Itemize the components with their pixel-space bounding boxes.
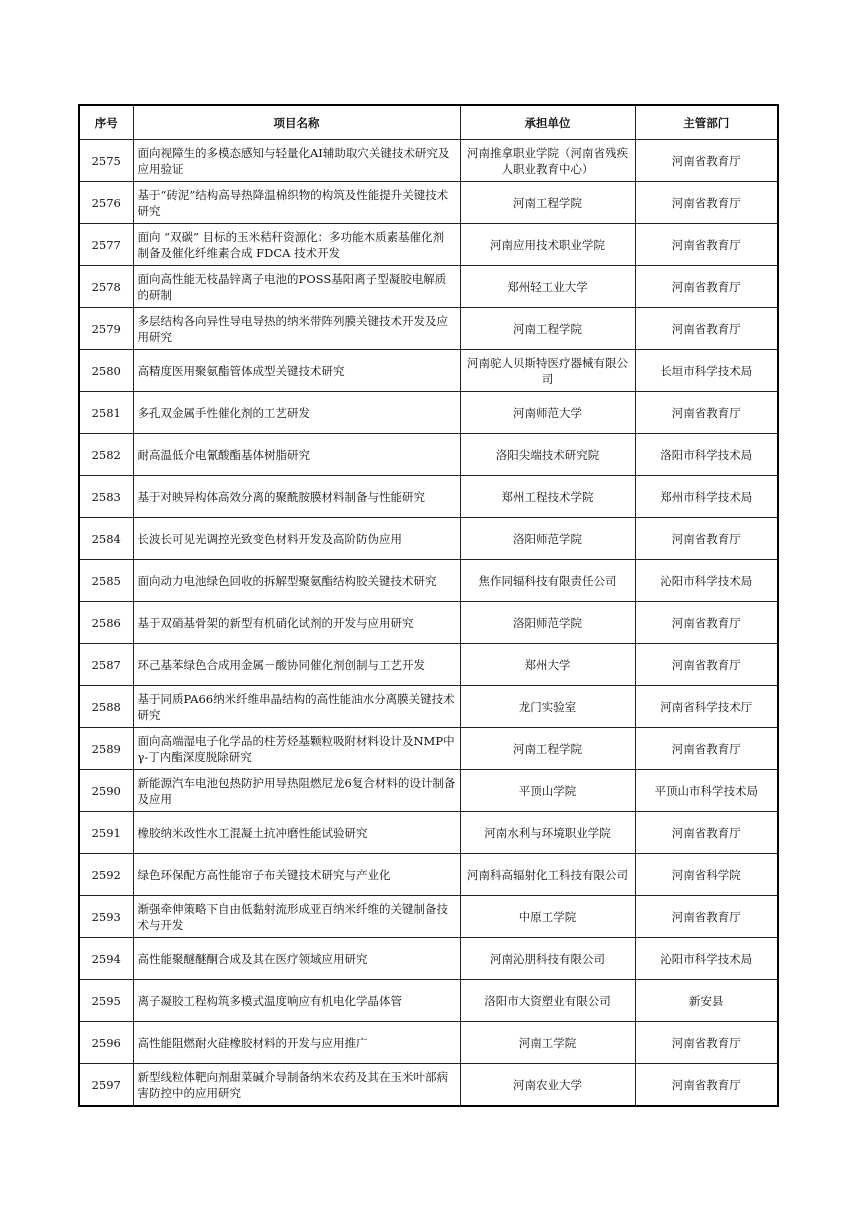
table-row bbox=[79, 644, 778, 686]
row-project-name: 面向高性能无枝晶锌离子电池的POSS基阳离子型凝胶电解质的研制 bbox=[133, 266, 460, 308]
row-department: 河南省教育厅 bbox=[635, 518, 778, 560]
row-unit: 洛阳师范学院 bbox=[460, 602, 635, 644]
header-unit: 承担单位 bbox=[460, 105, 635, 140]
row-unit: 河南推拿职业学院（河南省残疾人职业教育中心） bbox=[460, 140, 635, 182]
table-header-row bbox=[79, 105, 778, 140]
row-index: 2591 bbox=[79, 812, 133, 854]
row-index: 2583 bbox=[79, 476, 133, 518]
table-row bbox=[79, 560, 778, 602]
table-body bbox=[79, 140, 778, 1107]
row-project-name: 橡胶纳米改性水工混凝土抗冲磨性能试验研究 bbox=[133, 812, 460, 854]
row-department: 河南省教育厅 bbox=[635, 1022, 778, 1064]
row-index: 2576 bbox=[79, 182, 133, 224]
table-row bbox=[79, 518, 778, 560]
row-index: 2586 bbox=[79, 602, 133, 644]
table-row bbox=[79, 182, 778, 224]
table-row bbox=[79, 224, 778, 266]
row-department: 河南省科学院 bbox=[635, 854, 778, 896]
row-unit: 河南工程学院 bbox=[460, 728, 635, 770]
row-index: 2579 bbox=[79, 308, 133, 350]
row-index: 2578 bbox=[79, 266, 133, 308]
table-row bbox=[79, 938, 778, 980]
row-index: 2585 bbox=[79, 560, 133, 602]
row-unit: 中原工学院 bbox=[460, 896, 635, 938]
row-unit: 河南应用技术职业学院 bbox=[460, 224, 635, 266]
row-index: 2580 bbox=[79, 350, 133, 392]
row-department: 河南省教育厅 bbox=[635, 812, 778, 854]
table-row bbox=[79, 728, 778, 770]
row-unit: 龙门实验室 bbox=[460, 686, 635, 728]
row-department: 河南省教育厅 bbox=[635, 266, 778, 308]
row-unit: 河南工学院 bbox=[460, 1022, 635, 1064]
table-row bbox=[79, 266, 778, 308]
row-project-name: 基于对映异构体高效分离的聚酰胺膜材料制备与性能研究 bbox=[133, 476, 460, 518]
table-row bbox=[79, 476, 778, 518]
row-department: 新安县 bbox=[635, 980, 778, 1022]
row-department: 河南省教育厅 bbox=[635, 896, 778, 938]
row-department: 河南省教育厅 bbox=[635, 602, 778, 644]
row-index: 2592 bbox=[79, 854, 133, 896]
row-unit: 河南沁朋科技有限公司 bbox=[460, 938, 635, 980]
row-index: 2596 bbox=[79, 1022, 133, 1064]
table-row bbox=[79, 602, 778, 644]
row-department: 河南省教育厅 bbox=[635, 644, 778, 686]
header-department: 主管部门 bbox=[635, 105, 778, 140]
row-index: 2594 bbox=[79, 938, 133, 980]
row-unit: 河南工程学院 bbox=[460, 182, 635, 224]
row-department: 洛阳市科学技术局 bbox=[635, 434, 778, 476]
row-project-name: 新型线粒体靶向剂甜菜碱介导制备纳米农药及其在玉米叶部病害防控中的应用研究 bbox=[133, 1064, 460, 1107]
row-index: 2587 bbox=[79, 644, 133, 686]
row-department: 河南省教育厅 bbox=[635, 728, 778, 770]
row-index: 2597 bbox=[79, 1064, 133, 1107]
row-unit: 洛阳市大资塑业有限公司 bbox=[460, 980, 635, 1022]
row-unit: 河南水利与环境职业学院 bbox=[460, 812, 635, 854]
row-department: 长垣市科学技术局 bbox=[635, 350, 778, 392]
row-unit: 河南农业大学 bbox=[460, 1064, 635, 1107]
table-row bbox=[79, 1064, 778, 1107]
row-project-name: 渐强牵伸策略下自由低黏射流形成亚百纳米纤维的关键制备技术与开发 bbox=[133, 896, 460, 938]
row-unit: 河南科高辐射化工科技有限公司 bbox=[460, 854, 635, 896]
table-row bbox=[79, 308, 778, 350]
row-project-name: 高性能聚醚醚酮合成及其在医疗领域应用研究 bbox=[133, 938, 460, 980]
row-project-name: 基于同质PA66纳米纤维串晶结构的高性能油水分离膜关键技术研究 bbox=[133, 686, 460, 728]
row-department: 河南省教育厅 bbox=[635, 182, 778, 224]
row-project-name: 面向高端湿电子化学品的柱芳烃基颗粒吸附材料设计及NMP中γ-丁内酯深度脱除研究 bbox=[133, 728, 460, 770]
row-index: 2590 bbox=[79, 770, 133, 812]
header-project-name: 项目名称 bbox=[133, 105, 460, 140]
row-unit: 郑州工程技术学院 bbox=[460, 476, 635, 518]
table-row bbox=[79, 350, 778, 392]
row-project-name: 高性能阻燃耐火硅橡胶材料的开发与应用推广 bbox=[133, 1022, 460, 1064]
row-index: 2593 bbox=[79, 896, 133, 938]
row-project-name: 耐高温低介电氰酸酯基体树脂研究 bbox=[133, 434, 460, 476]
row-index: 2577 bbox=[79, 224, 133, 266]
row-department: 河南省教育厅 bbox=[635, 224, 778, 266]
row-unit: 洛阳尖端技术研究院 bbox=[460, 434, 635, 476]
row-department: 沁阳市科学技术局 bbox=[635, 938, 778, 980]
row-index: 2584 bbox=[79, 518, 133, 560]
row-index: 2588 bbox=[79, 686, 133, 728]
row-unit: 河南驼人贝斯特医疗器械有限公司 bbox=[460, 350, 635, 392]
row-department: 沁阳市科学技术局 bbox=[635, 560, 778, 602]
row-index: 2595 bbox=[79, 980, 133, 1022]
table-row bbox=[79, 1022, 778, 1064]
row-project-name: 新能源汽车电池包热防护用导热阻燃尼龙6复合材料的设计制备及应用 bbox=[133, 770, 460, 812]
row-department: 河南省教育厅 bbox=[635, 392, 778, 434]
row-project-name: 绿色环保配方高性能帘子布关键技术研究与产业化 bbox=[133, 854, 460, 896]
row-index: 2582 bbox=[79, 434, 133, 476]
table-row bbox=[79, 980, 778, 1022]
row-project-name: 基于“砖泥”结构高导热降温棉织物的构筑及性能提升关键技术研究 bbox=[133, 182, 460, 224]
table-row bbox=[79, 770, 778, 812]
row-unit: 焦作同辐科技有限责任公司 bbox=[460, 560, 635, 602]
table-row bbox=[79, 140, 778, 182]
row-project-name: 基于双硝基骨架的新型有机硝化试剂的开发与应用研究 bbox=[133, 602, 460, 644]
table-row bbox=[79, 686, 778, 728]
row-unit: 河南工程学院 bbox=[460, 308, 635, 350]
row-department: 河南省教育厅 bbox=[635, 308, 778, 350]
table-row bbox=[79, 392, 778, 434]
row-project-name: 面向视障生的多模态感知与轻量化AI辅助取穴关键技术研究及应用验证 bbox=[133, 140, 460, 182]
row-department: 河南省教育厅 bbox=[635, 1064, 778, 1107]
row-department: 郑州市科学技术局 bbox=[635, 476, 778, 518]
row-unit: 河南师范大学 bbox=[460, 392, 635, 434]
row-unit: 洛阳师范学院 bbox=[460, 518, 635, 560]
row-project-name: 面向 “双碳” 目标的玉米秸秆资源化：多功能木质素基催化剂制备及催化纤维素合成 FDCA 技术开发 bbox=[133, 224, 460, 266]
row-unit: 平顶山学院 bbox=[460, 770, 635, 812]
header-index: 序号 bbox=[79, 105, 133, 140]
row-unit: 郑州轻工业大学 bbox=[460, 266, 635, 308]
row-index: 2575 bbox=[79, 140, 133, 182]
table-row bbox=[79, 854, 778, 896]
table-row bbox=[79, 434, 778, 476]
row-project-name: 多层结构各向异性导电导热的纳米带阵列膜关键技术开发及应用研究 bbox=[133, 308, 460, 350]
row-unit: 郑州大学 bbox=[460, 644, 635, 686]
row-department: 河南省科学技术厅 bbox=[635, 686, 778, 728]
row-project-name: 长波长可见光调控光致变色材料开发及高阶防伪应用 bbox=[133, 518, 460, 560]
row-project-name: 面向动力电池绿色回收的拆解型聚氨酯结构胶关键技术研究 bbox=[133, 560, 460, 602]
row-department: 河南省教育厅 bbox=[635, 140, 778, 182]
project-table bbox=[78, 104, 779, 1107]
table-row bbox=[79, 812, 778, 854]
row-project-name: 高精度医用聚氨酯管体成型关键技术研究 bbox=[133, 350, 460, 392]
row-index: 2581 bbox=[79, 392, 133, 434]
row-project-name: 环己基苯绿色合成用金属－酸协同催化剂创制与工艺开发 bbox=[133, 644, 460, 686]
row-project-name: 多孔双金属手性催化剂的工艺研发 bbox=[133, 392, 460, 434]
row-department: 平顶山市科学技术局 bbox=[635, 770, 778, 812]
table-row bbox=[79, 896, 778, 938]
row-project-name: 离子凝胶工程构筑多模式温度响应有机电化学晶体管 bbox=[133, 980, 460, 1022]
row-index: 2589 bbox=[79, 728, 133, 770]
